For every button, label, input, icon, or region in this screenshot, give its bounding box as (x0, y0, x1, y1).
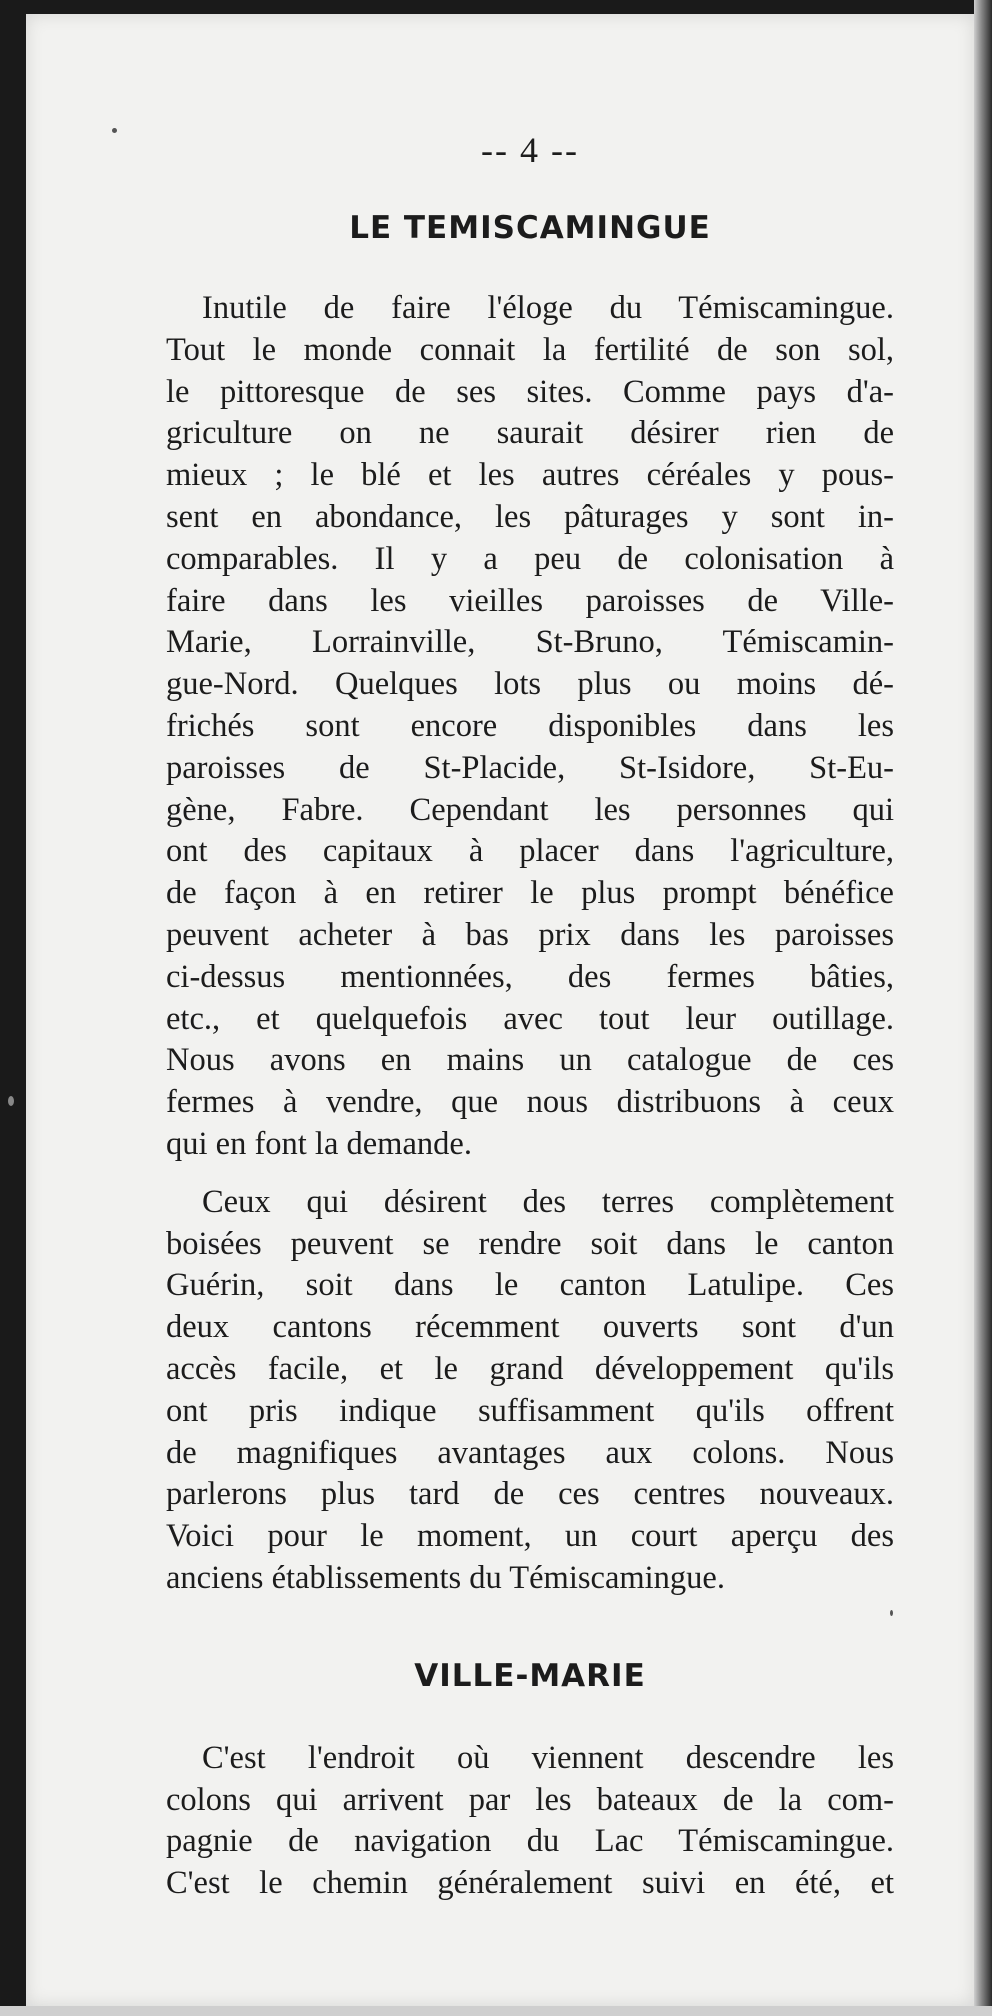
text-line: Tout le monde connait la fertilité de son sol, (166, 331, 894, 368)
text-line: frichés sont encore disponibles dans les (166, 707, 894, 744)
text-line: deux cantons récemment ouverts sont d'un (166, 1309, 894, 1346)
text-line: parlerons plus tard de ces centres nouveaux. (166, 1476, 894, 1513)
text-line: pagnie de navigation du Lac Témiscamingue. (166, 1823, 894, 1860)
text-line: ont des capitaux à placer dans l'agriculture, (166, 833, 894, 870)
text-line: etc., et quelquefois avec tout leur outillage. (166, 1000, 894, 1037)
text-line: gue-Nord. Quelques lots plus ou moins dé- (166, 666, 894, 703)
text-line: colons qui arrivent par les bateaux de la com- (166, 1781, 894, 1818)
document-text (166, 130, 894, 1905)
text-line: accès facile, et le grand développement qu'ils (166, 1350, 894, 1387)
text-line: paroisses de St-Placide, St-Isidore, St-Eu- (166, 749, 894, 786)
text-line: Guérin, soit dans le canton Latulipe. Ces (166, 1267, 894, 1304)
paragraph (166, 288, 894, 1166)
paper-speck (8, 1096, 14, 1106)
text-line: Inutile de faire l'éloge du Témiscamingue. (202, 290, 894, 326)
text-line: Voici pour le moment, un court aperçu des (166, 1518, 894, 1555)
text-line: Nous avons en mains un catalogue de ces (166, 1042, 894, 1079)
text-line: gène, Fabre. Cependant les personnes qui (166, 791, 894, 828)
text-line: de façon à en retirer le plus prompt bénéfice (166, 875, 894, 912)
text-line: ont pris indique suffisamment qu'ils offrent (166, 1392, 894, 1429)
text-line: le pittoresque de ses sites. Comme pays d'a- (166, 373, 894, 410)
paragraph (166, 1182, 894, 1600)
text-line: mieux ; le blé et les autres céréales y pous- (166, 457, 894, 494)
text-line: ci-dessus mentionnées, des fermes bâties, (166, 958, 894, 995)
text-line: comparables. Il y a peu de colonisation à (166, 540, 894, 577)
text-line: C'est l'endroit où viennent descendre les (202, 1739, 894, 1776)
text-line: Ceux qui désirent des terres complètement (202, 1183, 894, 1220)
text-line: boisées peuvent se rendre soit dans le canton (166, 1225, 894, 1262)
paragraph (166, 1738, 894, 1905)
text-line: de magnifiques avantages aux colons. Nous (166, 1434, 894, 1471)
text-line: faire dans les vieilles paroisses de Ville- (166, 582, 894, 619)
page-bottom-border (0, 2006, 992, 2016)
section-title-ville-marie: VILLE-MARIE (414, 1657, 646, 1694)
section-title-temiscamingue: LE TEMISCAMINGUE (349, 210, 711, 246)
page-edge-shadow (974, 0, 992, 2016)
text-line: fermes à vendre, que nous distribuons à ceux (166, 1084, 894, 1121)
text-line: C'est le chemin généralement suivi en été, et (166, 1865, 894, 1902)
text-line: sent en abondance, les pâturages y sont in- (166, 498, 894, 535)
text-line: Marie, Lorrainville, St-Bruno, Témiscamin- (166, 624, 894, 661)
page-number: -- 4 -- (481, 130, 579, 170)
text-line: peuvent acheter à bas prix dans les paroisses (166, 916, 894, 953)
text-line: anciens établissements du Témiscamingue. (166, 1559, 725, 1596)
text-line: griculture on ne saurait désirer rien de (166, 415, 894, 452)
paper-speck (112, 128, 117, 133)
text-line: qui en font la demande. (166, 1125, 472, 1162)
